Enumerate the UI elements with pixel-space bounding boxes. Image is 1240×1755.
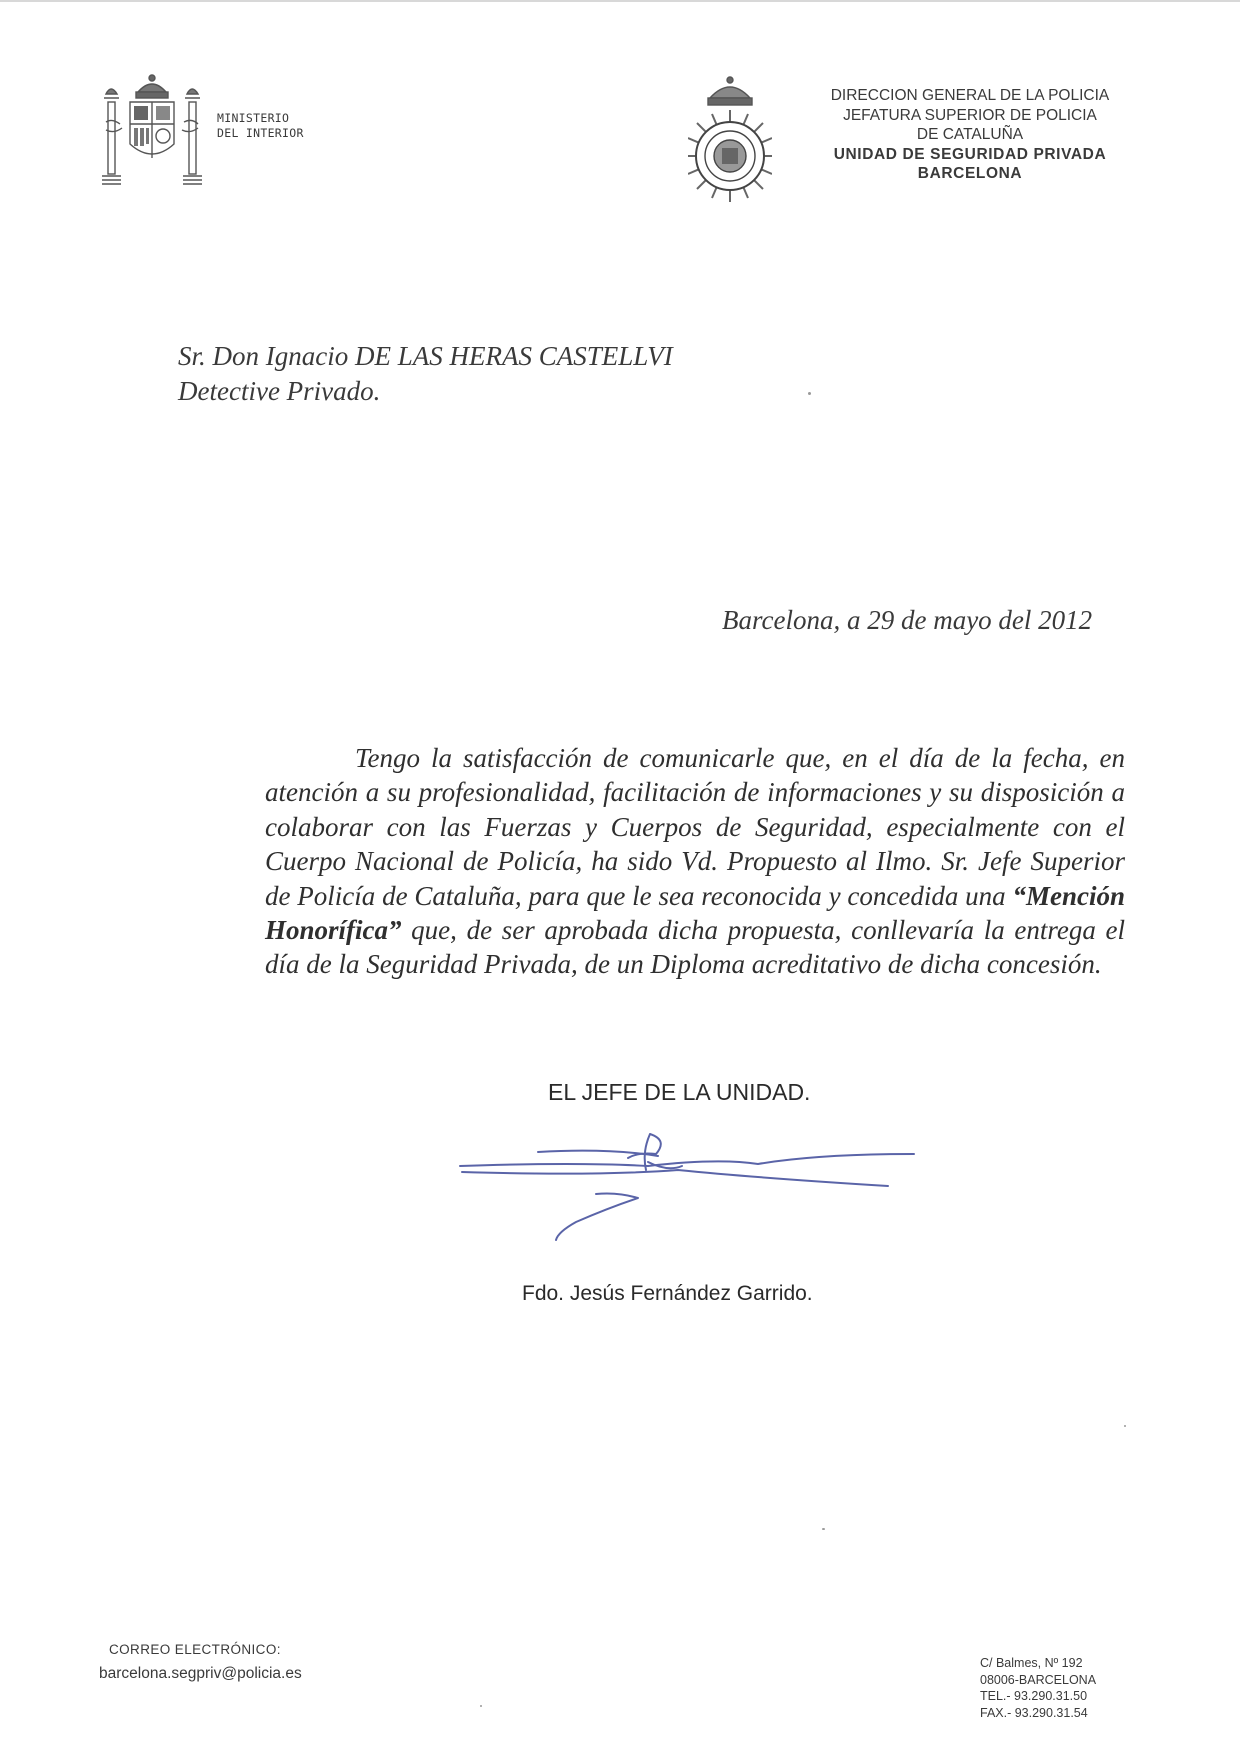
police-line-2: JEFATURA SUPERIOR DE POLICIA	[843, 106, 1097, 124]
page-top-edge	[0, 0, 1240, 2]
phone-number: TEL.- 93.290.31.50	[980, 1689, 1088, 1703]
scan-speck	[480, 1705, 482, 1707]
body-text-after: que, de ser aprobada dicha propuesta, conllevaría la entrega el día de la Seguridad Privada, de un Diploma acreditativo de dicha concesión.	[265, 915, 1125, 980]
ministry-line-1: MINISTERIO	[217, 111, 290, 125]
signatory-name: Fdo. Jesús Fernández Garrido.	[522, 1282, 813, 1305]
fax-number: FAX.- 93.290.31.54	[980, 1705, 1088, 1720]
addressee-role: Detective Privado.	[178, 376, 381, 406]
handwritten-signature	[458, 1132, 918, 1244]
police-line-3: DE CATALUÑA	[916, 126, 1024, 143]
police-city: BARCELONA	[917, 165, 1023, 182]
body-text-before: Tengo la satisfacción de comunicarle que, en el día de la fecha, en atención a su profesionalidad, facilitación de informaciones y su disposición a colaborar con las Fuerzas y Cuerpos de Seguridad, especialmente con el Cuerpo Nacional de Policía, ha sido Vd. Propuesto al Ilmo. Sr. Jefe Superior de Policía de Cataluña, para que le sea reconocida y concedida una	[265, 743, 1125, 911]
police-line-1: DIRECCION GENERAL DE LA POLICIA	[830, 87, 1110, 104]
email-label: CORREO ELECTRÓNICO:	[109, 1642, 281, 1657]
police-unit-header	[800, 86, 1140, 184]
ministry-line-2: DEL INTERIOR	[217, 126, 304, 140]
police-unit-name: UNIDAD DE SEGURIDAD PRIVADA	[833, 145, 1107, 163]
letter-date: Barcelona, a 29 de mayo del 2012	[722, 605, 1093, 635]
scan-speck	[808, 392, 811, 395]
body-emphasis: “Mención Honorífica”	[265, 880, 1125, 946]
spanish-coat-of-arms-icon	[100, 72, 204, 190]
email-address: barcelona.segpriv@policia.es	[99, 1665, 302, 1682]
addressee-name: Sr. Don Ignacio DE LAS HERAS CASTELLVI	[178, 341, 673, 371]
ministry-name	[217, 111, 304, 141]
address-city: 08006-BARCELONA	[980, 1672, 1097, 1687]
letter-body	[265, 741, 1125, 982]
footer-address	[980, 1655, 1096, 1721]
scan-speck	[822, 1528, 825, 1530]
scan-speck	[1124, 1425, 1126, 1427]
addressee	[178, 339, 673, 409]
policia-nacional-badge-icon	[688, 74, 772, 208]
footer-contact	[99, 1642, 302, 1683]
signatory-title: EL JEFE DE LA UNIDAD.	[548, 1079, 811, 1105]
address-street: C/ Balmes, Nº 192	[980, 1656, 1083, 1670]
